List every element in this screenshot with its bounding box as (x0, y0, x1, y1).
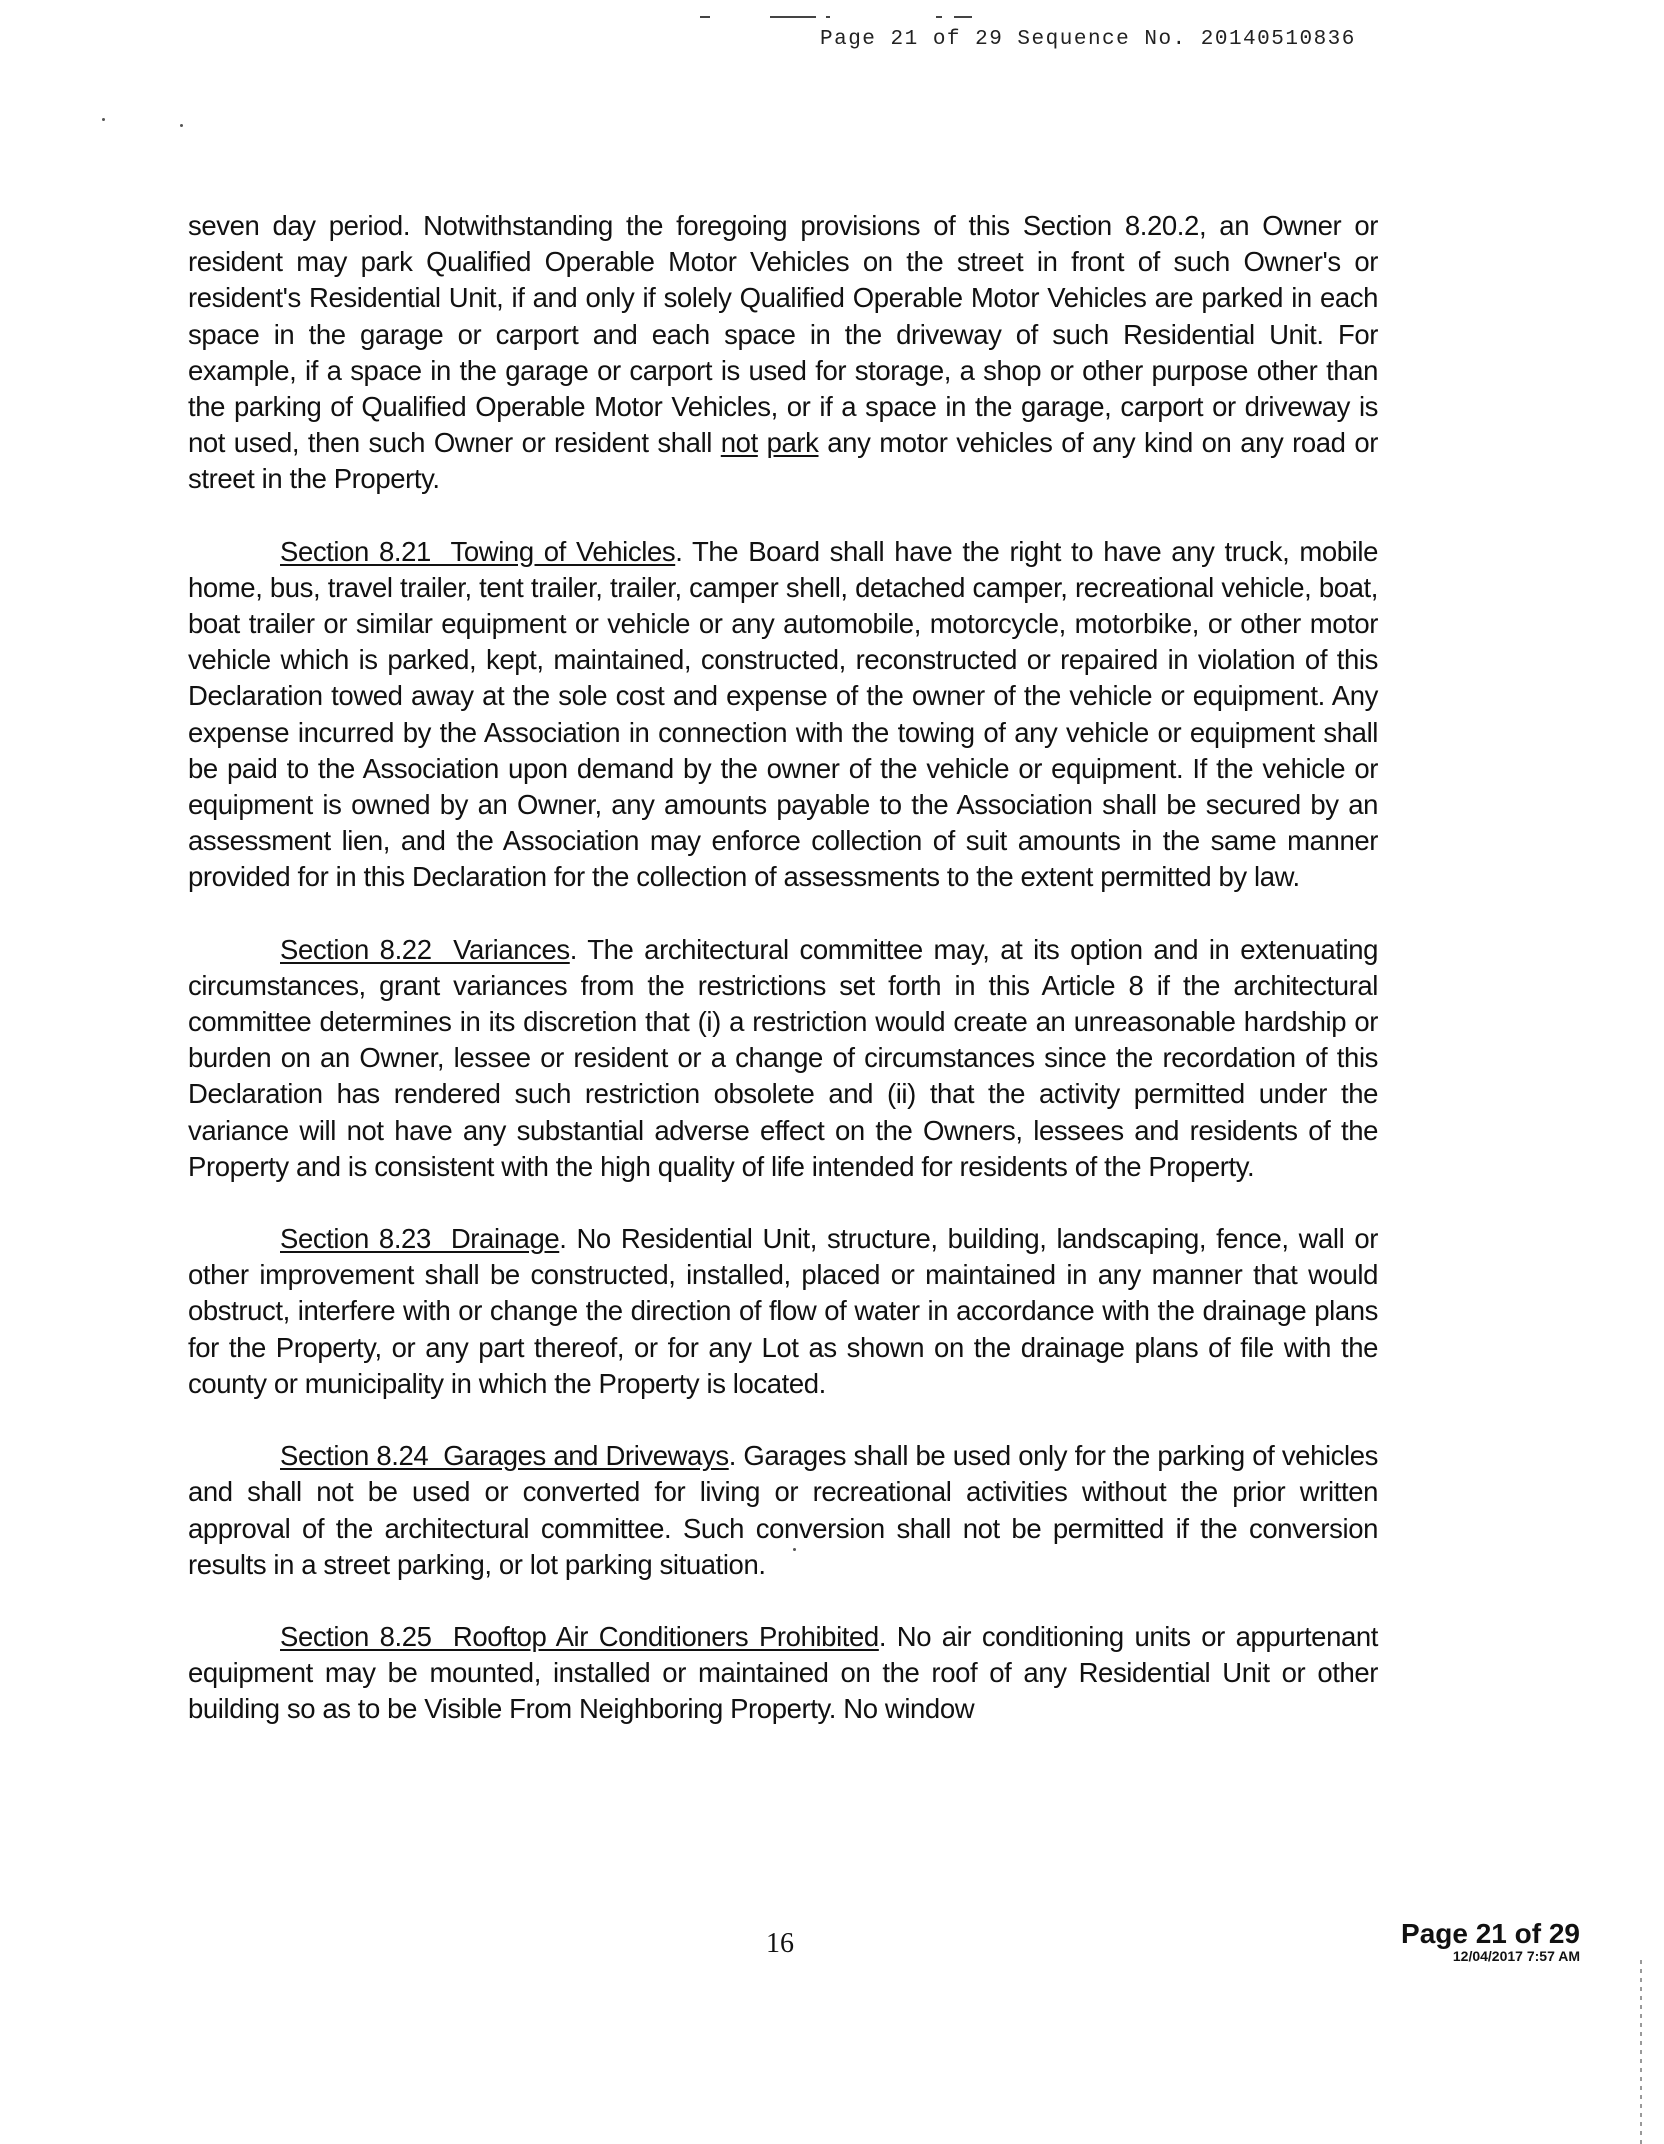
paragraph-continuation: seven day period. Notwithstanding the foregoing provisions of this Section 8.20.2, an Owner or resident may park Qualified Operable Motor Vehicles on the street in front of such Owner's or resident's Residential Unit, if and only if solely Qualified Operable Motor Vehicles are parked in each space in the garage or carport and each space in the driveway of such Residential Unit. For example, if a space in the garage or carport is used for storage, a shop or other purpose other than the parking of Qualified Operable Motor Vehicles, or if a space in the garage, carport or driveway is not used, then such Owner or resident shall not park any motor vehicles of any kind on any road or street in the Property. (188, 210, 1378, 495)
section-8-21: Section 8.21 Towing of Vehicles. The Board shall have the right to have any truck, mobile home, bus, travel trailer, tent trailer, trailer, camper shell, detached camper, recreational vehicle, boat, boat trailer or similar equipment or vehicle or any automobile, motorcycle, motorbike, or other motor vehicle which is parked, kept, maintained, constructed, reconstructed or repaired in violation of this Declaration towed away at the sole cost and expense of the owner of the vehicle or equipment. Any expense incurred by the Association in connection with the towing of any vehicle or equipment shall be paid to the Association upon demand by the owner of the vehicle or equipment. If the vehicle or equipment is owned by an Owner, any amounts payable to the Association shall be secured by an assessment lien, and the Association may enforce collection of suit amounts in the same manner provided for in this Declaration for the collection of assessments to the extent permitted by law. (188, 535, 1378, 893)
scan-speck (102, 118, 105, 121)
header-scan-marks (700, 14, 1060, 20)
stamp-datetime: 12/04/2017 7:57 AM (1452, 1948, 1580, 1964)
recording-stamp (1380, 1918, 1580, 1964)
section-heading: Section 8.25 Rooftop Air Conditioners Prohibited (280, 1620, 879, 1652)
page-number: 16 (766, 1928, 794, 1959)
section-heading: Section 8.24 Garages and Driveways (280, 1440, 729, 1472)
section-8-22: Section 8.22 Variances. The architectural committee may, at its option and in extenuating circumstances, grant variances from the restrictions set forth in this Article 8 if the architectural committee determines in its discretion that (i) a restriction would create an unreasonable hardship or burden on an Owner, lessee or resident or a change of circumstances since the recordation of this Declaration has rendered such restriction obsolete and (ii) that the activity permitted under the variance will not have any substantial adverse effect on the Owners, lessees and residents of the Property and is consistent with the high quality of life intended for residents of the Property. (188, 933, 1378, 1182)
document-body (188, 208, 1378, 1764)
underlined-not: not (720, 427, 758, 459)
section-8-24: Section 8.24 Garages and Driveways. Garages shall be used only for the parking of vehicles and shall not be used or converted for living or recreational activities without the prior written approval of the architectural committee. Such conversion shall not be permitted if the conversion results in a street parking, or lot parking situation. (188, 1440, 1378, 1580)
section-8-23: Section 8.23 Drainage. No Residential Unit, structure, building, landscaping, fence, wall or other improvement shall be constructed, installed, placed or maintained in any manner that would obstruct, interfere with or change the direction of flow of water in accordance with the drainage plans for the Property, or any part thereof, or for any Lot as shown on the drainage plans of file with the county or municipality in which the Property is located. (188, 1223, 1378, 1399)
scan-speck (180, 124, 183, 127)
section-heading: Section 8.23 Drainage (280, 1223, 560, 1255)
scan-edge-line (1640, 1960, 1642, 2144)
underlined-park: park (766, 427, 819, 459)
section-heading: Section 8.21 Towing of Vehicles (280, 535, 676, 567)
stamp-page: Page 21 of 29 (1401, 1918, 1580, 1949)
page-header: Page 21 of 29 Sequence No. 20140510836 (820, 28, 1356, 51)
section-8-25: Section 8.25 Rooftop Air Conditioners Prohibited. No air conditioning units or appurtenant equipment may be mounted, installed or maintained on the roof of any Residential Unit or other building so as to be Visible From Neighboring Property. No window (188, 1620, 1379, 1725)
section-heading: Section 8.22 Variances (280, 933, 570, 965)
